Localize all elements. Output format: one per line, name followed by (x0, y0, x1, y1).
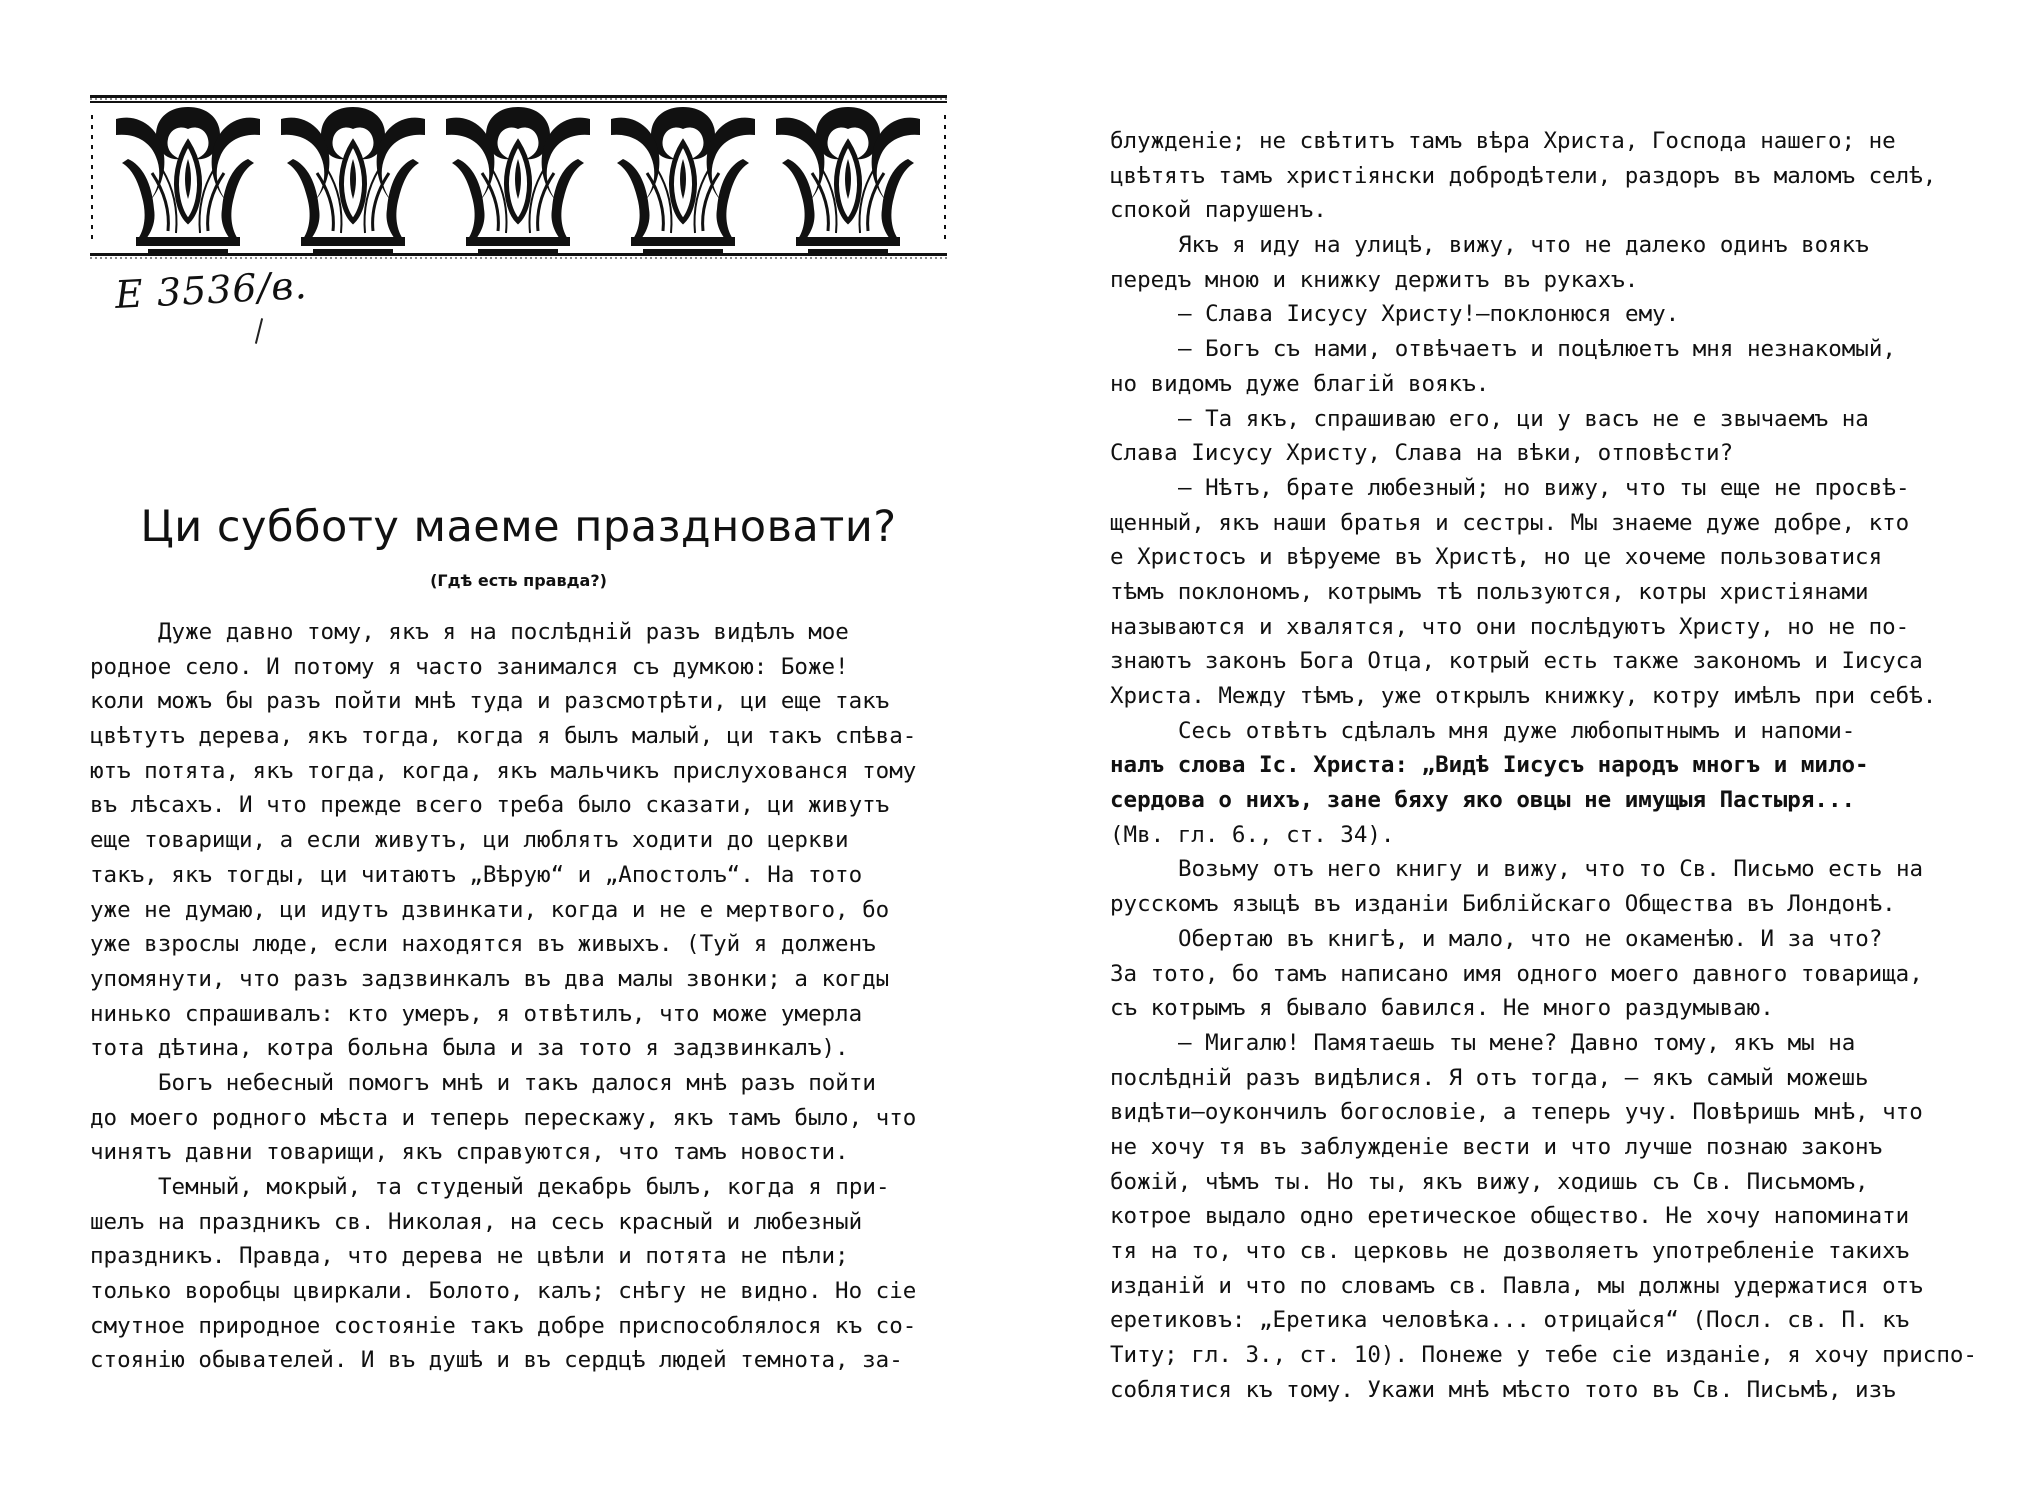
text-line: шелъ на праздникъ св. Николая, на сесь красный и любезный (90, 1208, 863, 1235)
text-line: — Та якъ, спрашиваю его, ци у васъ не е звычаемъ на (1178, 405, 1869, 432)
text-line: видѣти—оукончилъ богословіе, а теперь учу. Повѣришь мнѣ, что (1110, 1099, 1923, 1126)
text-line: передъ мною и книжку держитъ въ рукахъ. (1110, 266, 1639, 293)
text-line: тя на то, что св. церковь не дозволяетъ употребленіе такихъ (1110, 1238, 1910, 1264)
text-line: сердова о нихъ, зане бяху яко овцы не имущыя Пастыря... (1110, 787, 1856, 814)
text-line: блужденіе; не свѣтитъ тамъ вѣра Христа, Господа нашего; не (1110, 128, 1896, 154)
text-line: Возьму отъ него книгу и вижу, что то Св. Письмо есть на (1178, 856, 1924, 883)
text-line: цвѣтутъ дерева, якъ тогда, когда я былъ малый, ци такъ спѣва- (90, 723, 917, 750)
text-line: коли можъ бы разъ пойти мнѣ туда и разсмотрѣти, ци еще такъ (90, 688, 890, 715)
text-line: родное село. И потому я часто занимался съ думкою: Боже! (90, 653, 849, 680)
text-line: упомянути, что разъ задзвинкалъ въ два малы звонки; а когды (90, 965, 890, 992)
text-line: только воробцы цвиркали. Болото, калъ; снѣгу не видно. Но сіе (90, 1278, 917, 1305)
text-line: Богъ небесный помогъ мнѣ и такъ далося мнѣ разъ пойти (158, 1069, 876, 1096)
text-line: уже не думаю, ци идутъ дзвинкати, когда и не е мертвого, бо (90, 896, 890, 923)
text-line: щенный, якъ наши братья и сестры. Мы знаеме дуже добре, кто (1110, 509, 1910, 536)
text-line: тѣмъ поклономъ, котрымъ тѣ пользуются, котры христіянами (1110, 578, 1869, 605)
text-line: еще товарищи, а если живутъ, ци люблятъ ходити до церкви (90, 827, 849, 854)
text-line: — Слава Іисусу Христу!—поклонюся ему. (1178, 301, 1680, 328)
text-line: послѣдній разъ видѣлися. Я отъ тогда, — якъ самый можешь (1110, 1064, 1869, 1091)
text-line: Титу; гл. 3., ст. 10). Понеже у тебе сіе изданіе, я хочу приспо- (1110, 1342, 1977, 1369)
text-line: еретиковъ: „Еретика человѣка... отрицайся“ (Посл. св. П. къ (1110, 1307, 1910, 1334)
text-line: до моего родного мѣста и теперь перескажу, якъ тамъ было, что (90, 1104, 917, 1131)
right-page (1000, 0, 2022, 1500)
text-line: Обертаю въ книгѣ, и мало, что не окаменѣю. И за что? (1178, 925, 1883, 952)
text-line: изданій и что по словамъ св. Павла, мы должны удержатися отъ (1110, 1272, 1923, 1299)
text-line: Дуже давно тому, якъ я на послѣдній разъ видѣлъ мое (158, 619, 849, 645)
text-line: Слава Іисусу Христу, Слава на вѣки, отповѣсти? (1110, 440, 1734, 467)
text-line: Темный, мокрый, та студеный декабрь былъ, когда я при- (158, 1174, 890, 1200)
handwritten-stroke (255, 318, 263, 344)
text-line: Якъ я иду на улицѣ, вижу, что не далеко одинъ воякъ (1178, 232, 1869, 259)
text-line: — Богъ съ нами, отвѣчаетъ и поцѣлюетъ мня незнакомый, (1178, 336, 1896, 363)
text-line: е Христосъ и вѣруеме въ Христѣ, но це хочеме пользоватися (1110, 544, 1883, 571)
text-line: знаютъ законъ Бога Отца, котрый есть также закономъ и Іисуса (1110, 648, 1923, 675)
right-page-body (1110, 124, 1977, 1407)
article-subtitle: (Гдѣ есть правда?) (430, 571, 607, 590)
text-line: За тото, бо тамъ написано имя одного моего давного товарища, (1110, 960, 1923, 987)
text-line: не хочу тя въ заблужденіе вести и что лучше познаю законъ (1110, 1133, 1883, 1160)
text-line: нинько спрашивалъ: кто умеръ, я отвѣтилъ, что може умерла (90, 1000, 863, 1027)
text-line: уже взрослы люде, если находятся въ живыхъ. (Туй я долженъ (90, 931, 876, 958)
decorative-ornament-band (90, 95, 947, 260)
left-page-body (90, 615, 947, 1378)
text-line: котрое выдало одно еретическое общество. Не хочу напоминати (1110, 1203, 1910, 1230)
text-line: (Мв. гл. 6., ст. 34). (1110, 821, 1395, 848)
text-line: русскомъ языцѣ въ изданіи Библійскаго Общества въ Лондонѣ. (1110, 891, 1896, 918)
text-line: налъ слова Іс. Христа: „Видѣ Іисусъ народъ многъ и мило- (1110, 752, 1869, 779)
text-line: такъ, якъ тогды, ци читаютъ „Вѣрую“ и „Апостолъ“. На тото (90, 861, 863, 888)
text-line: цвѣтятъ тамъ христіянски добродѣтели, раздоръ въ маломъ селѣ, (1110, 162, 1937, 189)
left-page (0, 0, 1000, 1500)
text-line: называются и хвалятся, что они послѣдуютъ Христу, но не по- (1110, 613, 1910, 640)
text-line: — Мигалю! Памятаешь ты мене? Давно тому, якъ мы на (1178, 1029, 1856, 1056)
text-line: соблятися къ тому. Укажи мнѣ мѣсто тото въ Св. Письмѣ, изъ (1110, 1376, 1896, 1403)
text-line: божій, чѣмъ ты. Но ты, якъ вижу, ходишь съ Св. Письмомъ, (1110, 1168, 1869, 1195)
handwritten-shelf-mark: Е 3536/в. (113, 262, 309, 318)
text-line: съ котрымъ я бывало бавился. Не много раздумываю. (1110, 995, 1774, 1022)
text-line: чинятъ давни товарищи, якъ справуются, что тамъ новости. (90, 1139, 849, 1166)
text-line: но видомъ дуже благій воякъ. (1110, 370, 1490, 397)
text-line: Христа. Между тѣмъ, уже открылъ книжку, котру имѣлъ при себѣ. (1110, 683, 1937, 709)
text-line: праздникъ. Правда, что дерева не цвѣли и потята не пѣли; (90, 1243, 849, 1270)
text-line: тота дѣтина, котра больна была и за тото я задзвинкалъ). (90, 1035, 849, 1062)
text-line: смутное природное состояніе такъ добре приспособлялося къ со- (90, 1312, 917, 1339)
text-line: стоянію обывателей. И въ душѣ и въ сердцѣ людей темнота, за- (90, 1347, 903, 1374)
text-line: въ лѣсахъ. И что прежде всего треба было сказати, ци живутъ (90, 792, 890, 819)
text-line: спокой парушенъ. (1110, 197, 1327, 224)
text-line: — Нѣтъ, брате любезный; но вижу, что ты еще не просвѣ- (1178, 474, 1910, 501)
text-line: ютъ потята, якъ тогда, когда, якъ мальчикъ прислухованся тому (90, 757, 917, 784)
text-line: Сесь отвѣтъ сдѣлалъ мня дуже любопытнымъ и напоми- (1178, 717, 1856, 744)
article-title: Ци субботу маеме праздновати? (140, 502, 897, 552)
